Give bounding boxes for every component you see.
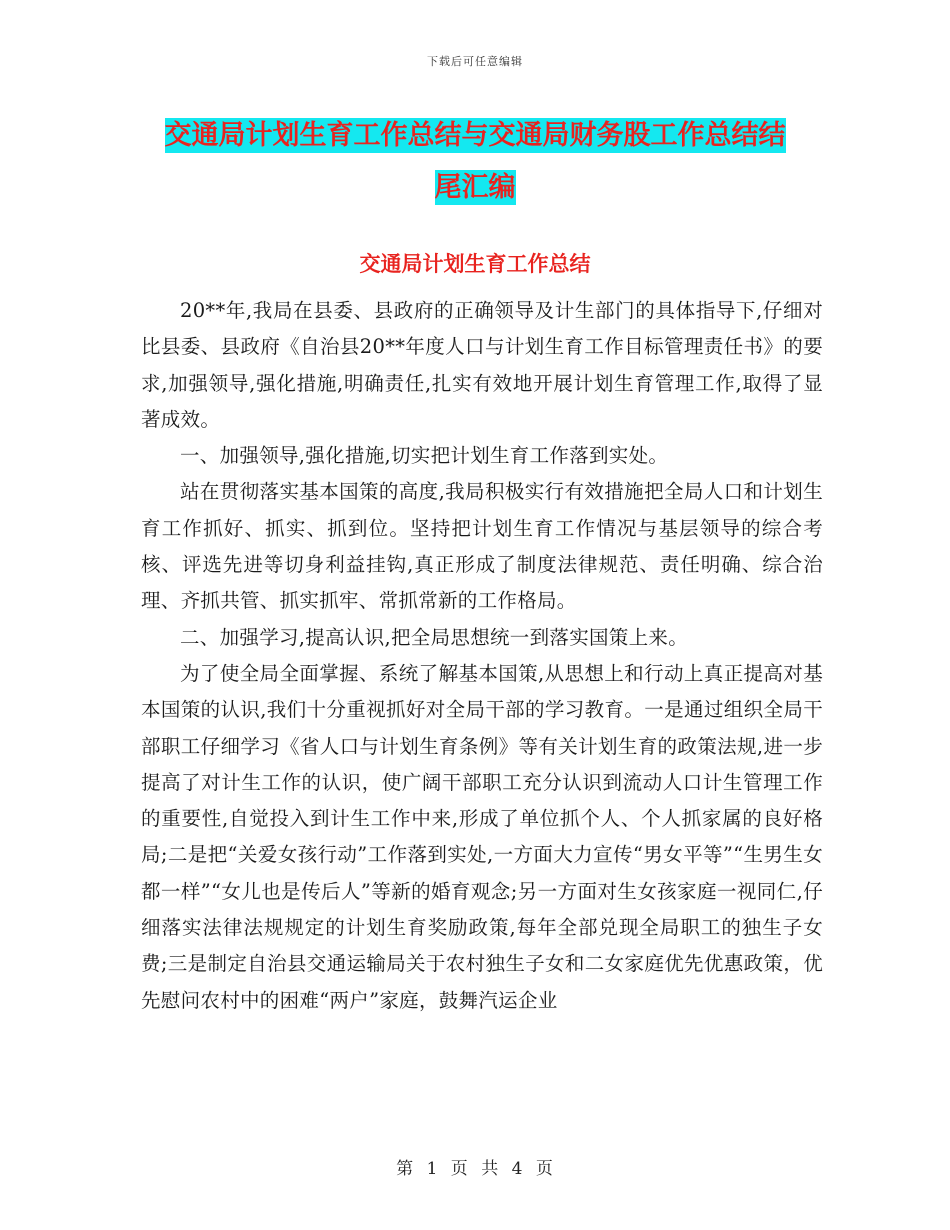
document-body xyxy=(141,293,823,1019)
paragraph-body-2: 为了使全局全面掌握、系统了解基本国策,从思想上和行动上真正提高对基本国策的认识,我们十分重视抓好对全局干部的学习教育。一是通过组织全局干部职工仔细学习《省人口与计划生育条例》等有关计划生育的政策法规,进一步提高了对计生工作的认识，使广阔干部职工充分认识到流动人口计生管理工作的重要性,自觉投入到计生工作中来,形成了单位抓个人、个人抓家属的良好格局;二是把“关爱女孩行动”工作落到实处,一方面大力宣传“男女平等”“生男生女都一样”“女儿也是传后人”等新的婚育观念;另一方面对生女孩家庭一视同仁,仔细落实法律法规规定的计划生育奖励政策,每年全部兑现全局职工的独生子女费;三是制定自治县交通运输局关于农村独生子女和二女家庭优先优惠政策，优先慰问农村中的困难“两户”家庭，鼓舞汽运企业 xyxy=(141,661,823,1012)
section-heading: 交通局计划生育工作总结 xyxy=(359,252,591,276)
paragraph-heading-1: 一、加强领导,强化措施,切实把计划生育工作落到实处。 xyxy=(180,444,669,468)
document-title xyxy=(0,110,950,214)
header-note: 下载后可任意编辑 xyxy=(427,55,523,68)
page-footer: 第 1 页 共 4 页 xyxy=(396,1159,554,1179)
paragraph-heading-2: 二、加强学习,提高认识,把全局思想统一到落实国策上来。 xyxy=(180,625,688,649)
document-title-line-1: 交通局计划生育工作总结与交通局财务股工作总结结 xyxy=(164,120,786,151)
document-title-line-2: 尾汇编 xyxy=(434,172,516,203)
paragraph-body-1: 站在贯彻落实基本国策的高度,我局积极实行有效措施把全局人口和计划生育工作抓好、抓实、抓到位。坚持把计划生育工作情况与基层领导的综合考核、评选先进等切身利益挂钩,真正形成了制度法律规范、责任明确、综合治理、齐抓共管、抓实抓牢、常抓常新的工作格局。 xyxy=(141,480,823,613)
paragraph-intro: 20**年,我局在县委、县政府的正确领导及计生部门的具体指导下,仔细对比县委、县政府《自治县20**年度人口与计划生育工作目标管理责任书》的要求,加强领导,强化措施,明确责任,扎实有效地开展计划生育管理工作,取得了显著成效。 xyxy=(141,299,823,431)
